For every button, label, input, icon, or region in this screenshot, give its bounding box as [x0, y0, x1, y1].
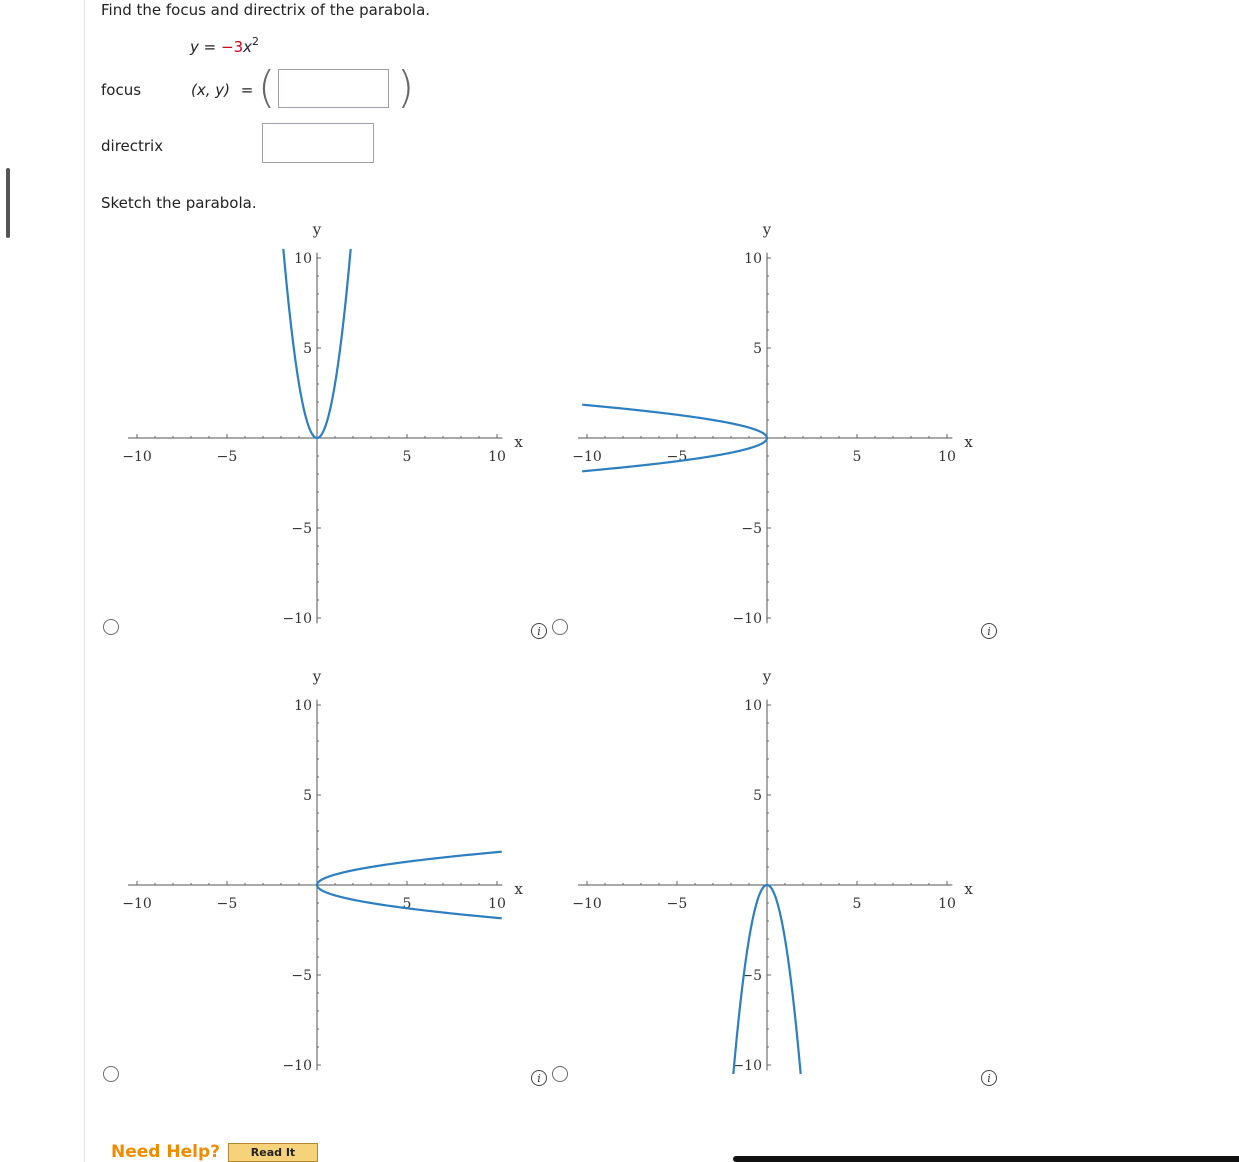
y-axis-label: y: [762, 220, 772, 239]
x-tick-label: −10: [572, 896, 602, 912]
y-axis-label: y: [312, 220, 322, 239]
x-tick-label: 5: [852, 896, 862, 912]
y-tick-label: 5: [753, 341, 762, 357]
graph-option-2: [564, 220, 974, 645]
y-tick-label: −5: [741, 521, 762, 537]
y-tick-label: −5: [291, 521, 312, 537]
sketch-prompt: Sketch the parabola.: [101, 194, 257, 212]
y-tick-label: 10: [294, 251, 312, 267]
y-tick-label: −5: [741, 968, 762, 984]
x-tick-label: −5: [216, 449, 238, 465]
x-tick-label: 5: [402, 896, 412, 912]
y-tick-label: 5: [753, 788, 762, 804]
directrix-input[interactable]: [262, 123, 374, 163]
x-tick-label: 5: [852, 449, 862, 465]
y-axis-label: y: [762, 667, 772, 686]
radio-option-3[interactable]: [103, 1066, 119, 1082]
y-tick-label: 10: [294, 698, 312, 714]
info-icon[interactable]: i: [981, 623, 997, 639]
x-axis-label: x: [514, 880, 523, 898]
x-tick-label: −10: [122, 896, 152, 912]
read-it-button[interactable]: Read It: [228, 1143, 318, 1162]
bottom-scrollbar[interactable]: [733, 1156, 1239, 1162]
equation: $y = -3x^2$: [190, 35, 260, 56]
y-tick-label: −10: [732, 1058, 762, 1074]
x-tick-label: 5: [402, 449, 412, 465]
y-tick-label: −10: [282, 611, 312, 627]
left-margin: [0, 0, 85, 1162]
graph-option-1: [114, 220, 524, 645]
x-axis-label: x: [514, 433, 523, 451]
left-scrollbar[interactable]: [6, 168, 10, 238]
x-tick-label: 10: [938, 896, 956, 912]
info-icon[interactable]: i: [531, 623, 547, 639]
focus-input[interactable]: [278, 69, 389, 108]
x-tick-label: −5: [216, 896, 238, 912]
y-tick-label: −5: [291, 968, 312, 984]
y-tick-label: −10: [282, 1058, 312, 1074]
y-tick-label: 5: [303, 788, 312, 804]
x-tick-label: −10: [572, 449, 602, 465]
x-tick-label: −10: [122, 449, 152, 465]
need-help-label: Need Help?: [111, 1142, 220, 1162]
y-tick-label: 10: [744, 698, 762, 714]
directrix-label: directrix: [101, 137, 164, 155]
radio-option-4[interactable]: [552, 1066, 568, 1082]
info-icon[interactable]: i: [981, 1070, 997, 1086]
x-axis-label: x: [964, 433, 973, 451]
question-prompt: Find the focus and directrix of the parabola.: [101, 1, 431, 19]
graph-option-3: [114, 667, 524, 1092]
x-tick-label: −5: [666, 449, 688, 465]
right-paren: ): [397, 62, 415, 113]
x-tick-label: 10: [938, 449, 956, 465]
graph-option-4: [564, 667, 974, 1092]
y-tick-label: −10: [732, 611, 762, 627]
focus-label: focus: [101, 81, 142, 99]
radio-option-2[interactable]: [552, 619, 568, 635]
x-axis-label: x: [964, 880, 973, 898]
focus-coords-label: (x, y) =: [191, 81, 254, 99]
y-axis-label: y: [312, 667, 322, 686]
x-tick-label: 10: [488, 449, 506, 465]
y-tick-label: 5: [303, 341, 312, 357]
y-tick-label: 10: [744, 251, 762, 267]
left-paren: (: [258, 62, 276, 113]
x-tick-label: 10: [488, 896, 506, 912]
info-icon[interactable]: i: [531, 1070, 547, 1086]
x-tick-label: −5: [666, 896, 688, 912]
radio-option-1[interactable]: [103, 619, 119, 635]
